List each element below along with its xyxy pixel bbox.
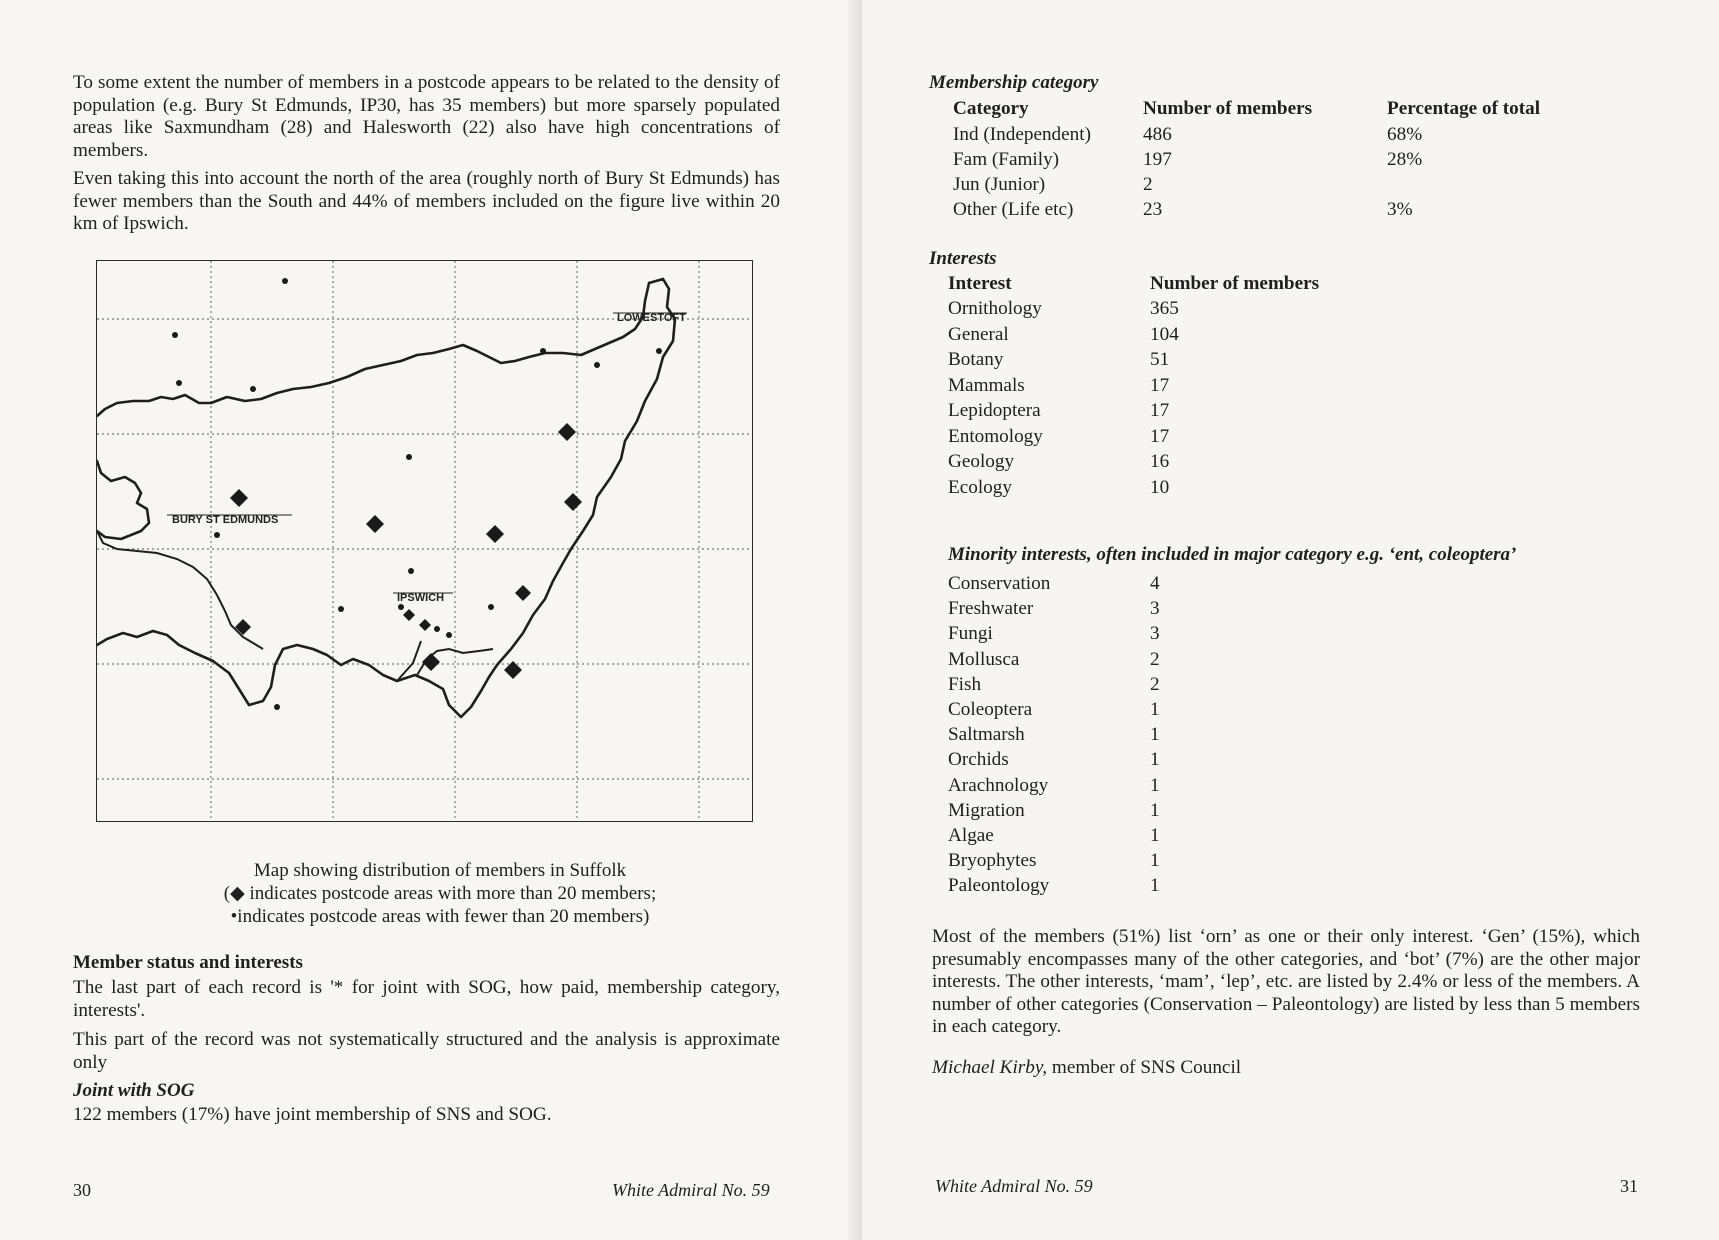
member-status-paragraph-1: The last part of each record is '* for joint with SOG, how paid, membership category, interests'.: [73, 977, 780, 1021]
interests-heading: Interests: [929, 248, 997, 269]
intro-paragraph-1: To some extent the number of members in a postcode appears to be related to the density of population (e.g. Bury St Edmunds, IP30, has 35 members) but more sparsely populated areas like Saxmundham (28) and Halesworth (22) also have high concentrations of members.: [73, 72, 780, 161]
small-markers: [172, 278, 662, 710]
member-count-cell: 2: [1150, 648, 1160, 670]
map-grid: [97, 261, 751, 820]
column-header: Number of members: [1150, 273, 1320, 294]
interest-name-cell: Ornithology: [948, 298, 1042, 319]
membership-category-heading: Membership category: [929, 72, 1099, 93]
dot-marker: [406, 454, 412, 460]
member-count-cell: 10: [1150, 476, 1170, 498]
dot-marker: [176, 380, 182, 386]
percent-cell: 68%: [1387, 124, 1423, 145]
label-lowestoft: LOWESTOFT: [617, 312, 686, 324]
joint-sog-heading: Joint with SOG: [73, 1080, 195, 1101]
interest-name-cell: Entomology: [948, 425, 1043, 447]
dot-marker: [434, 626, 440, 632]
dot-marker: [338, 606, 344, 612]
diamond-marker: [515, 585, 531, 601]
dot-marker: [250, 386, 256, 392]
column-header: Category: [953, 98, 1029, 119]
diamond-marker: [403, 609, 415, 621]
category-cell: Ind (Independent): [953, 124, 1091, 145]
page-number-right: 31: [1620, 1176, 1638, 1196]
member-count-cell: 3: [1150, 598, 1160, 620]
interest-name-cell: Algae: [948, 825, 994, 846]
member-count-cell: 1: [1150, 699, 1160, 720]
member-status-paragraph-2: This part of the record was not systematically structured and the analysis is approximate only: [73, 1029, 780, 1073]
count-cell: 23: [1143, 199, 1163, 220]
intro-paragraph-2: Even taking this into account the north of the area (roughly north of Bury St Edmunds) has fewer members than the South and 44% of members included on the figure live within 20 km of Ipswich.: [73, 168, 780, 235]
interest-name-cell: Paleontology: [948, 875, 1050, 897]
map-drawing: [97, 261, 751, 820]
dot-marker: [214, 532, 220, 538]
dot-marker: [594, 362, 600, 368]
percent-cell: 3%: [1387, 199, 1413, 220]
interest-name-cell: Coleoptera: [948, 699, 1033, 720]
member-count-cell: 17: [1150, 400, 1170, 421]
interest-name-cell: Migration: [948, 799, 1025, 821]
suffolk-map: [96, 260, 753, 822]
column-header: Interest: [948, 273, 1012, 294]
dot-marker: [488, 604, 494, 610]
member-count-cell: 2: [1150, 673, 1160, 695]
joint-sog-text: 122 members (17%) have joint membership of SNS and SOG.: [73, 1104, 552, 1125]
column-header: Percentage of total: [1387, 98, 1541, 119]
member-count-cell: 1: [1150, 825, 1160, 846]
interest-name-cell: Saltmarsh: [948, 724, 1025, 746]
map-caption-line-1: Map showing distribution of members in Suffolk: [253, 860, 627, 881]
dot-marker: [446, 632, 452, 638]
author-name: Michael Kirby,: [932, 1057, 1048, 1078]
member-count-cell: 17: [1150, 374, 1170, 396]
map-caption-line-3: •indicates postcode areas with fewer than 20 members): [230, 906, 650, 927]
diamond-marker: [564, 493, 582, 511]
category-cell: Other (Life etc): [953, 199, 1074, 220]
member-count-cell: 1: [1150, 724, 1160, 746]
member-count-cell: 1: [1150, 799, 1160, 821]
member-count-cell: 1: [1150, 875, 1160, 897]
interest-name-cell: Freshwater: [948, 598, 1034, 620]
count-cell: 486: [1143, 124, 1172, 145]
member-count-cell: 16: [1150, 451, 1170, 472]
dot-marker: [540, 348, 546, 354]
interest-name-cell: Lepidoptera: [948, 400, 1041, 421]
label-ipswich: IPSWICH: [397, 592, 445, 604]
diamond-marker: [419, 619, 431, 631]
member-count-cell: 4: [1150, 573, 1160, 594]
interests-summary: Most of the members (51%) list ‘orn’ as one or their only interest. ‘Gen’ (15%), which presumably encompasses many of the other categories, and ‘bot’ (7%) are the other major interests. The other interests, ‘mam’, ‘lep’, etc. are listed by 2.4% or less of the members. A number of other categories (Conservation – Paleontology) are listed by less than 5 members in each category.: [932, 926, 1640, 1038]
interest-name-cell: Bryophytes: [948, 850, 1037, 872]
dot-marker: [282, 278, 288, 284]
member-count-cell: 51: [1150, 349, 1170, 370]
diamond-marker: [504, 661, 522, 679]
dot-marker: [172, 332, 178, 338]
author-role: member of SNS Council: [1047, 1057, 1242, 1078]
right-page: [862, 0, 1719, 1240]
count-cell: 197: [1143, 149, 1172, 170]
interest-name-cell: Mollusca: [948, 648, 1020, 670]
diamond-marker: [366, 515, 384, 533]
diamond-marker: [558, 423, 576, 441]
dot-marker: [398, 604, 404, 610]
member-count-cell: 17: [1150, 425, 1170, 447]
category-cell: Fam (Family): [953, 149, 1060, 170]
interest-name-cell: Conservation: [948, 573, 1051, 594]
interest-name-cell: Geology: [948, 451, 1015, 472]
dot-marker: [274, 704, 280, 710]
dot-marker: [656, 348, 662, 354]
label-bury-st-edmunds: BURY ST EDMUNDS: [172, 514, 279, 526]
author-line: [932, 1057, 1640, 1080]
member-count-cell: 3: [1150, 623, 1160, 645]
interest-name-cell: Mammals: [948, 374, 1025, 396]
interest-name-cell: Ecology: [948, 476, 1012, 498]
member-count-cell: 1: [1150, 850, 1160, 872]
member-status-heading: Member status and interests: [73, 952, 303, 973]
interest-name-cell: Fish: [948, 673, 982, 695]
member-count-cell: 104: [1150, 323, 1179, 345]
minority-interests-heading: Minority interests, often included in major category e.g. ‘ent, coleoptera’: [948, 544, 1517, 565]
map-caption-line-2: (◆ indicates postcode areas with more than 20 members;: [223, 883, 657, 904]
page-number-left: 30: [73, 1180, 91, 1200]
interest-name-cell: Fungi: [948, 623, 993, 645]
column-header: Number of members: [1143, 98, 1313, 119]
interest-name-cell: Arachnology: [948, 774, 1049, 796]
diamond-marker: [486, 525, 504, 543]
interest-name-cell: General: [948, 323, 1009, 345]
category-cell: Jun (Junior): [953, 174, 1046, 195]
diamond-marker: [422, 653, 440, 671]
large-markers: [230, 423, 582, 679]
footer-title-right: White Admiral No. 59: [935, 1176, 1093, 1196]
interest-name-cell: Orchids: [948, 749, 1009, 771]
diamond-marker: [230, 489, 248, 507]
member-count-cell: 1: [1150, 774, 1160, 796]
dot-marker: [408, 568, 414, 574]
left-page: [0, 0, 858, 1240]
footer-title-left: White Admiral No. 59: [612, 1180, 770, 1200]
member-count-cell: 1: [1150, 749, 1160, 771]
percent-cell: 28%: [1387, 149, 1423, 170]
interest-name-cell: Botany: [948, 349, 1004, 370]
count-cell: 2: [1143, 174, 1153, 195]
county-outline: [97, 279, 675, 717]
member-count-cell: 365: [1150, 298, 1179, 319]
